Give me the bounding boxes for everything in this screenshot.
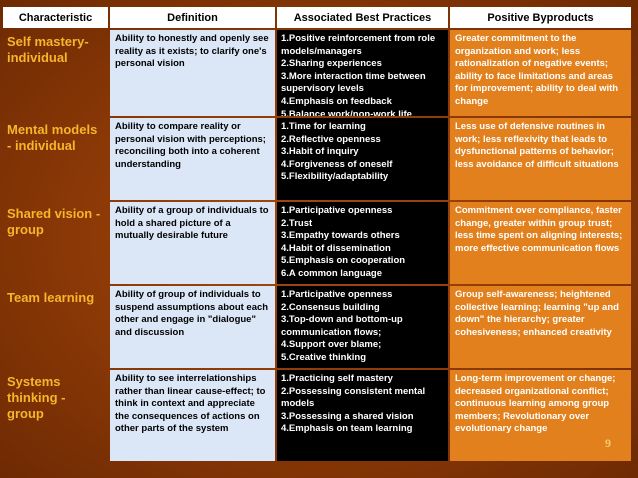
practices-cell bbox=[277, 30, 448, 116]
practices-list bbox=[281, 33, 444, 116]
practices-cell bbox=[277, 202, 448, 284]
practice-item: 5.Emphasis on cooperation bbox=[281, 255, 406, 267]
practices-list bbox=[281, 289, 444, 365]
practice-item: 3.Habit of inquiry bbox=[281, 146, 359, 158]
practice-item: 4.Habit of dissemination bbox=[281, 242, 391, 254]
byproducts-cell: Less use of defensive routines in work; less reflexivity that leads to dysfunctional patterns of behavior; less avoidance of difficult situations bbox=[450, 118, 631, 200]
practice-item: 2.Sharing experiences bbox=[281, 58, 382, 70]
learning-organization-table bbox=[3, 7, 633, 469]
practices-list bbox=[281, 121, 444, 184]
practice-item: 1.Positive reinforcement from role models/managers bbox=[281, 33, 436, 57]
definition-cell: Ability to compare reality or personal vision with perceptions; reconciling both into a coherent understanding bbox=[110, 118, 275, 200]
practice-item: 3.Top-down and bottom-up communication flows; bbox=[281, 314, 403, 338]
characteristic-cell: Shared vision - group bbox=[7, 206, 101, 237]
practice-item: 1.Time for learning bbox=[281, 121, 366, 132]
definition-cell: Ability to see interrelationships rather than linear cause-effect; to think in context and appreciate the consequences of actions on other parts of the system bbox=[110, 370, 275, 461]
definition-cell: Ability of a group of individuals to hold a shared picture of a mutually desirable future bbox=[110, 202, 275, 284]
definition-cell: Ability to honestly and openly see reality as it exists; to clarify one's personal vision bbox=[110, 30, 275, 116]
characteristic-cell: Self mastery-individual bbox=[7, 34, 89, 65]
header-characteristic: Characteristic bbox=[3, 7, 108, 28]
practice-item: 3.Possessing a shared vision bbox=[281, 410, 414, 422]
practices-cell bbox=[277, 370, 448, 461]
practice-item: 3.Empathy towards others bbox=[281, 230, 400, 242]
byproducts-cell: Long-term improvement or change; decreased organizational conflict; continuous learning among group members; Revolutionary over evolutionary change bbox=[450, 370, 631, 461]
practice-item: 2.Consensus building bbox=[281, 301, 380, 313]
byproducts-cell: Commitment over compliance, faster change, greater within group trust; less time spent on aligning interests; more effective communication flows bbox=[450, 202, 631, 284]
practices-list bbox=[281, 205, 444, 281]
characteristic-cell: Team learning bbox=[7, 290, 95, 305]
practice-item: 2.Trust bbox=[281, 217, 313, 229]
header-byproducts: Positive Byproducts bbox=[450, 7, 631, 28]
characteristic-cell: Mental models - individual bbox=[7, 122, 98, 153]
practice-item: 5.Creative thinking bbox=[281, 351, 366, 363]
characteristic-cell: Systems thinking - group bbox=[7, 374, 66, 421]
practice-item: 1.Practicing self mastery bbox=[281, 373, 393, 384]
practice-item: 4.Emphasis on feedback bbox=[281, 95, 392, 107]
practice-item: 1.Participative openness bbox=[281, 205, 393, 216]
byproducts-cell: Group self-awareness; heightened collective learning; learning "up and down" the hierarchy; greater cohesiveness; enhanced creativity bbox=[450, 286, 631, 368]
practices-cell bbox=[277, 118, 448, 200]
practice-item: 1.Participative openness bbox=[281, 289, 393, 300]
practices-list bbox=[281, 373, 444, 436]
practice-item: 4.Forgiveness of oneself bbox=[281, 158, 393, 170]
practices-cell bbox=[277, 286, 448, 368]
practice-item: 2.Possessing consistent mental models bbox=[281, 385, 426, 410]
header-practices: Associated Best Practices bbox=[277, 7, 448, 28]
page-number: 9 bbox=[605, 436, 611, 450]
practice-item: 3.More interaction time between supervisory levels bbox=[281, 70, 426, 95]
practice-item: 5.Balance work/non-work life bbox=[281, 108, 412, 116]
practice-item: 4.Emphasis on team learning bbox=[281, 423, 413, 435]
byproducts-cell: Greater commitment to the organization and work; less rationalization of negative events; ability to face limitations and areas for improvement; ability to deal with change bbox=[450, 30, 631, 116]
practice-item: 6.A common language bbox=[281, 267, 382, 279]
practice-item: 2.Reflective openness bbox=[281, 133, 381, 145]
header-definition: Definition bbox=[110, 7, 275, 28]
practice-item: 4.Support over blame; bbox=[281, 339, 382, 351]
definition-cell: Ability of group of individuals to suspend assumptions about each other and engage in "dialogue" and discussion bbox=[110, 286, 275, 368]
practice-item: 5.Flexibility/adaptability bbox=[281, 171, 389, 183]
